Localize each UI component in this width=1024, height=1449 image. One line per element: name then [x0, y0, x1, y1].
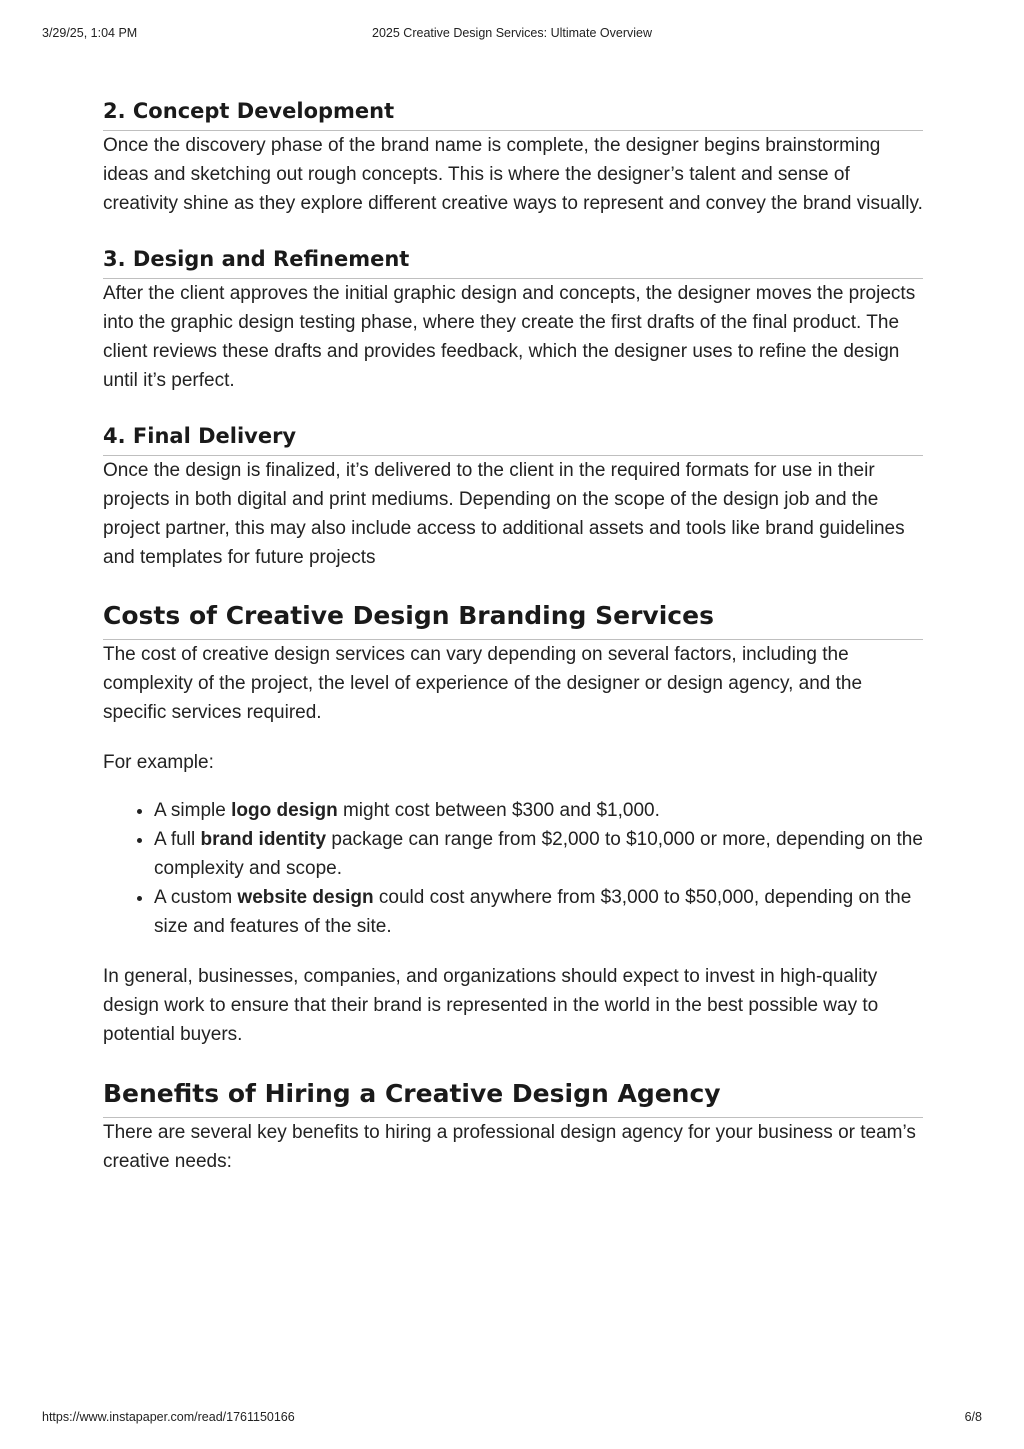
- costs-conclusion: In general, businesses, companies, and organizations should expect to invest in high-quality design work to ensure that their brand is represented in the world in the best possible way to potential buyers.: [103, 966, 879, 1045]
- section-body-design-refinement: After the client approves the initial graphic design and concepts, the designer moves the projects into the graphic design testing phase, where they create the first drafts of the final product. The client reviews these drafts and provides feedback, which the designer uses to refine the design until it’s perfect.: [103, 283, 916, 391]
- section-body-final-delivery: Once the design is finalized, it’s delivered to the client in the required formats for use in their projects in both digital and print mediums. Depending on the scope of the design job and the project partner, this may also include access to additional assets and tools like brand guidelines and templates for future projects: [103, 460, 905, 568]
- print-url: https://www.instapaper.com/read/1761150166: [42, 1410, 295, 1424]
- benefits-intro: There are several key benefits to hiring a professional design agency for your business or team’s creative needs:: [103, 1122, 916, 1172]
- section-heading-concept-development: 2. Concept Development: [103, 97, 923, 131]
- section-heading-design-refinement: 3. Design and Refinement: [103, 245, 923, 279]
- costs-intro: The cost of creative design services can vary depending on several factors, including the complexity of the project, the level of experience of the designer or design agency, and the specific services required.: [103, 644, 863, 723]
- costs-example-label: For example:: [103, 752, 214, 773]
- section-heading-benefits: Benefits of Hiring a Creative Design Agency: [103, 1077, 923, 1118]
- section-heading-costs: Costs of Creative Design Branding Services: [103, 599, 923, 640]
- article-body: [103, 97, 923, 1176]
- section-heading-final-delivery: 4. Final Delivery: [103, 422, 923, 456]
- print-page-title: 2025 Creative Design Services: Ultimate Overview: [372, 26, 652, 40]
- print-footer: [42, 1410, 982, 1426]
- section-body-concept-development: Once the discovery phase of the brand name is complete, the designer begins brainstorming ideas and sketching out rough concepts. This is where the designer’s talent and sense of creativity shine as they explore different creative ways to represent and convey the brand visually.: [103, 135, 923, 214]
- print-header: [42, 26, 982, 42]
- list-item: • A simple logo design might cost between $300 and $1,000.: [154, 796, 923, 825]
- costs-list: [103, 796, 923, 941]
- list-item: • A custom website design could cost anywhere from $3,000 to $50,000, depending on the size and features of the site.: [154, 883, 923, 941]
- list-item: • A full brand identity package can range from $2,000 to $10,000 or more, depending on the complexity and scope.: [154, 825, 923, 883]
- print-date: 3/29/25, 1:04 PM: [42, 26, 138, 40]
- page-number: 6/8: [964, 1410, 982, 1424]
